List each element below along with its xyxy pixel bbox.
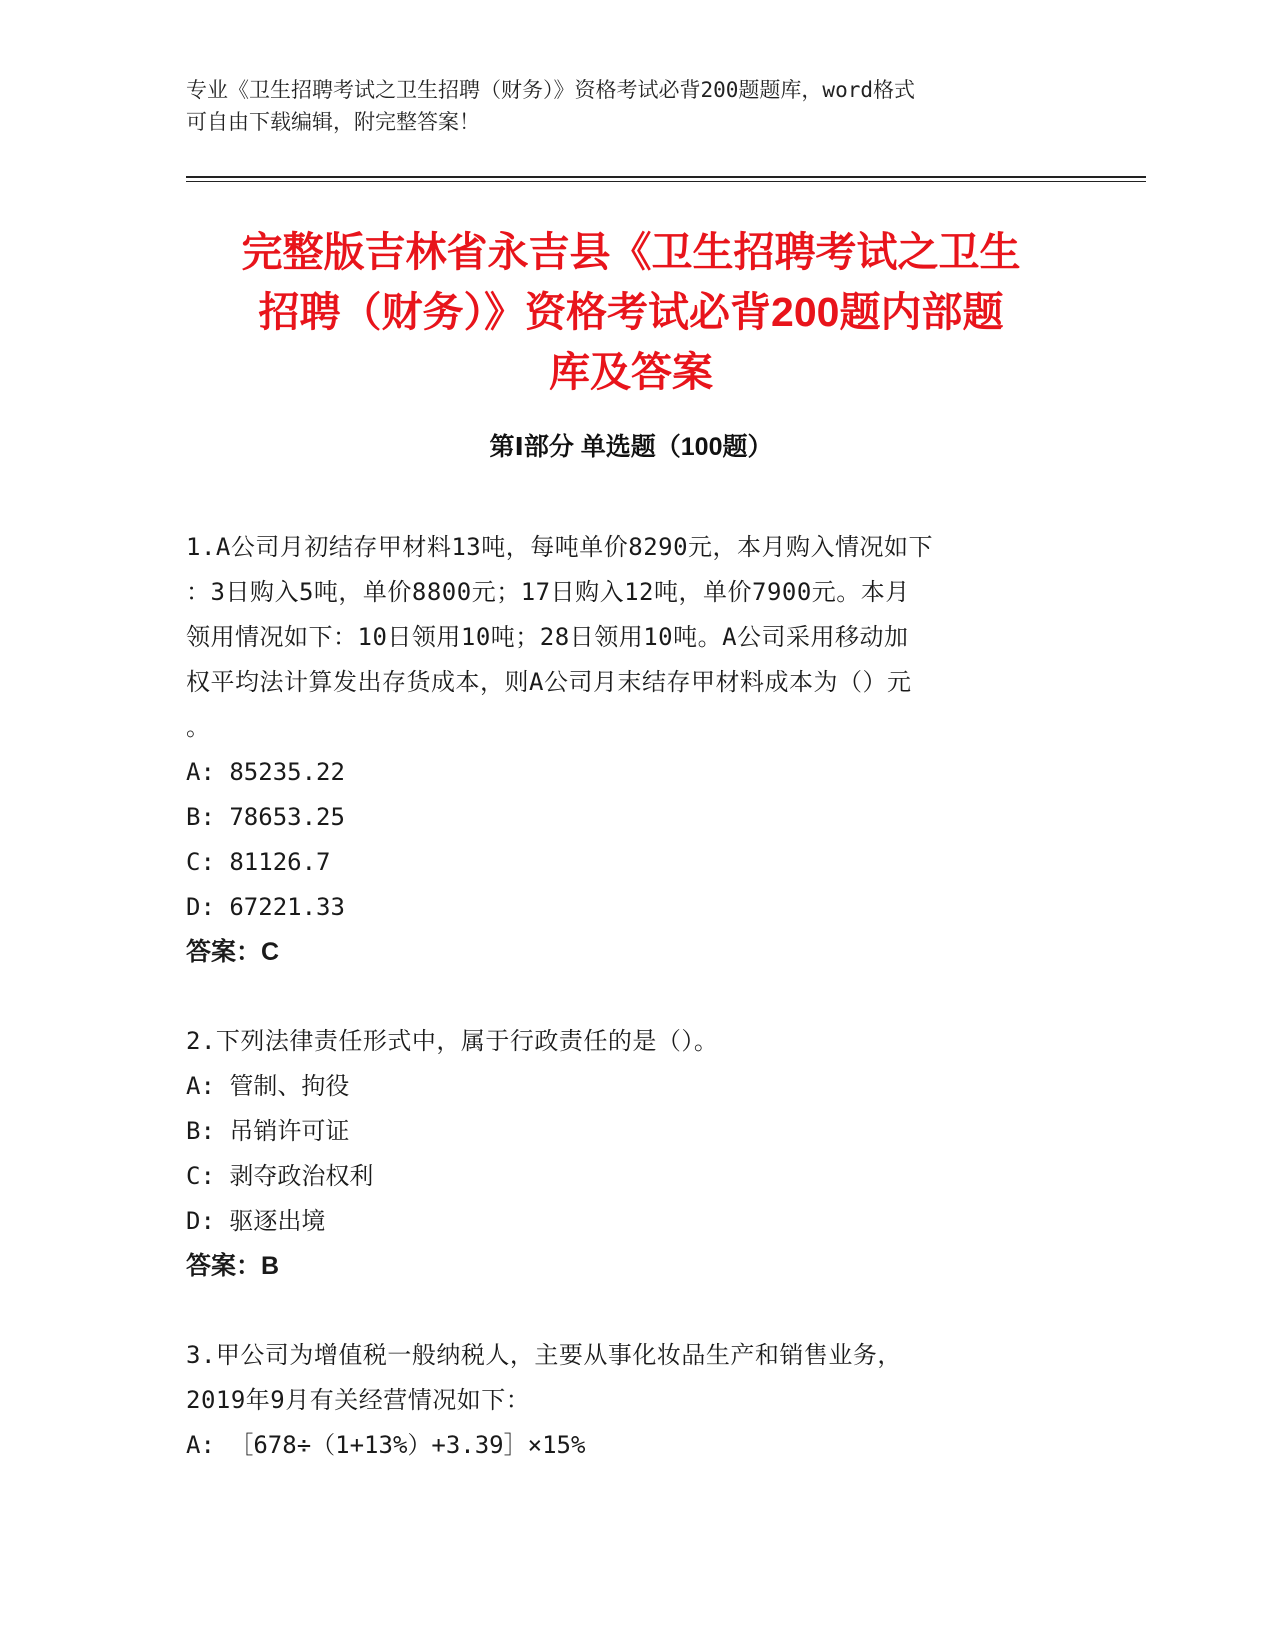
section-heading: 第Ⅰ部分 单选题（100题）	[489, 433, 773, 461]
document-title-line-2: 招聘（财务）》资格考试必背200题内部题	[258, 289, 1004, 335]
question-stem-line: 1.A公司月初结存甲材料13吨，每吨单价8290元，本月购入情况如下	[186, 533, 934, 561]
option-a: A: 85235.22	[186, 758, 345, 786]
option-d: D: 67221.33	[186, 893, 345, 921]
option-c: C: 81126.7	[186, 848, 331, 876]
header-note-line-2: 可自由下载编辑，附完整答案！	[186, 110, 480, 134]
header-rule-thick	[186, 176, 1146, 178]
header-note-line-1: 专业《卫生招聘考试之卫生招聘（财务）》资格考试必背200题题库，word格式	[186, 78, 915, 102]
document-title-line-3: 库及答案	[549, 349, 713, 395]
question-stem	[186, 1019, 1086, 1064]
document-title-line-1: 完整版吉林省永吉县《卫生招聘考试之卫生	[241, 229, 1021, 275]
header-note	[186, 74, 1066, 138]
question-stem-line: 权平均法计算发出存货成本，则A公司月末结存甲材料成本为（）元	[186, 668, 912, 696]
option-a: A: 管制、拘役	[186, 1072, 350, 1100]
question-stem-line: 2.下列法律责任形式中，属于行政责任的是（）。	[186, 1027, 719, 1055]
question-stem	[186, 1333, 1086, 1423]
question-stem-line: 2019年9月有关经营情况如下：	[186, 1386, 531, 1414]
question-stem	[186, 525, 1086, 750]
question-list	[186, 525, 1086, 1512]
document-title	[186, 222, 1076, 402]
question-3	[186, 1333, 1086, 1468]
header-rule-thin	[186, 181, 1146, 182]
option-c: C: 剥夺政治权利	[186, 1162, 374, 1190]
question-stem-line: 。	[186, 713, 211, 741]
answer: 答案：C	[186, 938, 280, 966]
question-stem-line: ：3日购入5吨，单价8800元；17日购入12吨，单价7900元。本月	[186, 578, 910, 606]
question-stem-line: 3.甲公司为增值税一般纳税人，主要从事化妆品生产和销售业务，	[186, 1341, 902, 1369]
option-b: B: 78653.25	[186, 803, 345, 831]
option-d: D: 驱逐出境	[186, 1207, 326, 1235]
option-b: B: 吊销许可证	[186, 1117, 350, 1145]
question-2	[186, 1019, 1086, 1289]
question-1	[186, 525, 1086, 975]
option-a: A: ［678÷（1+13%）+3.39］×15%	[186, 1431, 586, 1459]
answer: 答案：B	[186, 1252, 280, 1280]
question-stem-line: 领用情况如下：10日领用10吨；28日领用10吨。A公司采用移动加	[186, 623, 909, 651]
